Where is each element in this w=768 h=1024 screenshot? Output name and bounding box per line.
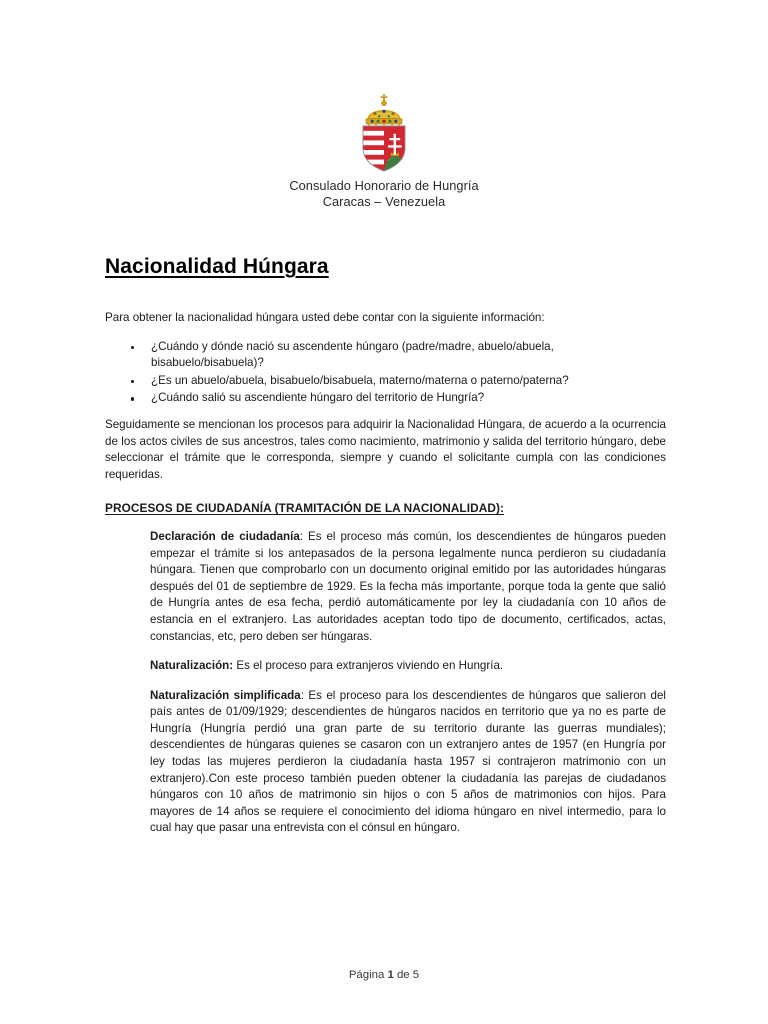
intro-paragraph: Para obtener la nacionalidad húngara usted debe contar con la siguiente información:	[105, 311, 545, 324]
process-body-text: Es el proceso para extranjeros viviendo en Hungría.	[233, 659, 504, 673]
process-lead-label: Declaración de ciudadanía	[150, 529, 300, 543]
list-item	[105, 373, 666, 390]
consulate-name: Consulado Honorario de Hungría	[289, 178, 479, 193]
process-lead-label: Naturalización:	[150, 659, 234, 673]
document-body	[105, 310, 666, 837]
process-naturalizacion	[150, 658, 666, 675]
list-item	[105, 390, 666, 407]
process-lead-label: Naturalización simplificada	[150, 688, 301, 702]
processes-block	[150, 529, 666, 837]
process-declaracion-de-ciudadania	[150, 529, 666, 645]
page-footer	[0, 969, 768, 981]
process-body-text: : Es el proceso más común, los descendientes de húngaros pueden empezar el trámite si los antepasados de la persona legalmente nunca perdieron su ciudadanía húngara. Tienen que comprobarlo con un documento original emitido por las autoridades húngaras después del 01 de septiembre de 1929. Es la fecha más importante, porque toda la gente que salió de Hungría antes de esa fecha, perdió automáticamente por ley la ciudadanía con 10 años de estancia en el extranjero. Las autoridades aceptan todo tipo de documento, certificados, actas, constancias, etc, pero deben ser húngaras.	[150, 529, 666, 643]
list-item-text: ¿Es un abuelo/abuela, bisabuelo/bisabuela, materno/materna o paterno/paterna?	[151, 373, 569, 387]
footer-page-suffix: de 5	[393, 969, 420, 981]
list-item-text: ¿Cuándo y dónde nació su ascendente húngaro (padre/madre, abuelo/abuela, bisabuelo/bisabuela)?	[151, 339, 554, 370]
section-heading-processes: PROCESOS DE CIUDADANÍA (TRAMITACIÓN DE LA NACIONALIDAD):	[105, 501, 505, 516]
process-body-text: : Es el proceso para los descendientes de húngaros que salieron del país antes de 01/09/1929; descendientes de húngaros nacidos en territorio que ya no es parte de Hungría (Hungría perdió una gran parte de su territorio durante las guerras mundiales); descendientes de húngaras quienes se casaron con un extranjero antes de 1957 (en Hungría por ley todas las mujeres perdieron la ciudadanía hasta 1957 si contrajeron matrimonio con un extranjero).Con este proceso también pueden obtener la ciudadanía las parejas de ciudadanos húngaros con 10 años de matrimonio sin hijos o con 5 años de matrimonios con hijos. Para mayores de 14 años se requiere el conocimiento del idioma húngaro en nivel intermedio, para lo cual hay que pasar una entrevista con el cónsul en húngaro.	[150, 688, 667, 835]
processes-intro-paragraph: Seguidamente se mencionan los procesos para adquirir la Nacionalidad Húngara, de acuerdo a la ocurrencia de los actos civiles de sus ancestros, tales como nacimiento, matrimonio y salida del territorio húngaro, debe seleccionar el trámite que le corresponda, siempre y cuando el solicitante cumpla con las condiciones requeridas.	[105, 417, 666, 481]
consulate-location: Caracas – Venezuela	[322, 194, 446, 209]
footer-page-prefix: Página	[348, 969, 388, 981]
page-title: Nacionalidad Húngara	[105, 255, 329, 278]
hungary-coat-of-arms-icon	[353, 92, 415, 172]
footer-page-number: 1	[387, 969, 394, 981]
list-item-text: ¿Cuándo salió su ascendiente húngaro del territorio de Hungría?	[151, 391, 485, 405]
process-naturalizacion-simplificada	[150, 688, 666, 837]
requirements-question-list	[105, 339, 666, 407]
list-item	[105, 339, 666, 372]
document-header	[0, 92, 768, 210]
